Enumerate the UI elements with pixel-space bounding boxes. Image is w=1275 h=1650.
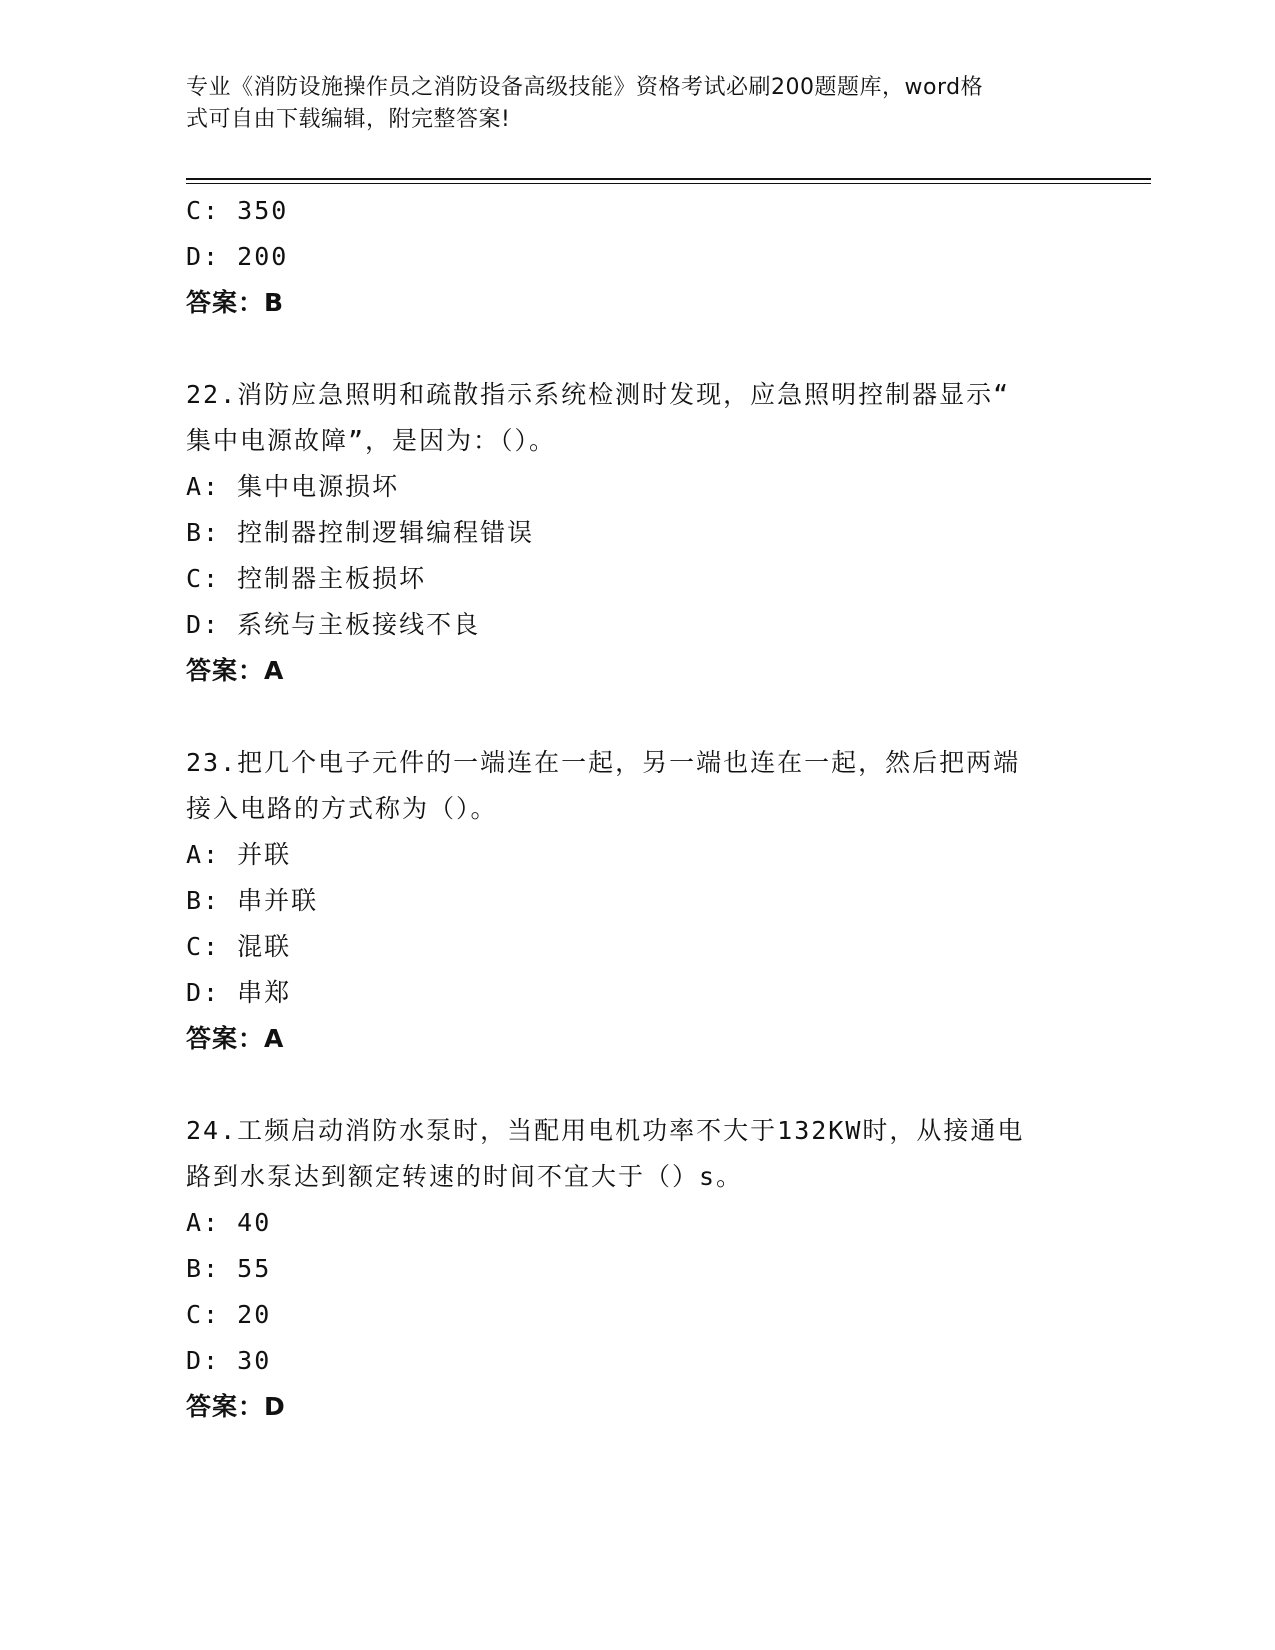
spacer [186, 1062, 1086, 1108]
question-stem-line-2: 路到水泵达到额定转速的时间不宜大于（）s。 [186, 1162, 744, 1191]
option-b: B: 控制器控制逻辑编程错误 [186, 518, 535, 547]
question-list [186, 188, 1086, 1430]
option-d: D: 30 [186, 1346, 272, 1375]
spacer [186, 694, 1086, 740]
answer: 答案：D [186, 1392, 286, 1421]
question-stem-line-1: 24.工频启动消防水泵时，当配用电机功率不大于132KW时，从接通电 [186, 1116, 1025, 1145]
option-a: A: 并联 [186, 840, 292, 869]
page-header [186, 72, 1066, 136]
header-rule [186, 178, 1151, 180]
previous-question-tail [186, 188, 1086, 326]
option-c: C: 控制器主板损坏 [186, 564, 427, 593]
option-d: D: 200 [186, 242, 289, 271]
answer: 答案：A [186, 1024, 285, 1053]
question-stem-line-2: 接入电路的方式称为（）。 [186, 794, 498, 823]
question-24 [186, 1108, 1086, 1430]
option-a: A: 集中电源损坏 [186, 472, 400, 501]
option-d: D: 串郑 [186, 978, 292, 1007]
option-c: C: 混联 [186, 932, 292, 961]
option-c: C: 20 [186, 1300, 272, 1329]
option-c: C: 350 [186, 196, 289, 225]
question-23 [186, 740, 1086, 1062]
option-d: D: 系统与主板接线不良 [186, 610, 481, 639]
answer: 答案：A [186, 656, 285, 685]
question-stem-line-2: 集中电源故障”，是因为：（）。 [186, 426, 557, 455]
header-line-2: 式可自由下载编辑，附完整答案! [186, 107, 511, 132]
header-rule-thin [186, 183, 1151, 184]
option-b: B: 55 [186, 1254, 272, 1283]
answer: 答案：B [186, 288, 285, 317]
question-22 [186, 372, 1086, 694]
question-stem-line-1: 22.消防应急照明和疏散指示系统检测时发现，应急照明控制器显示“ [186, 380, 1011, 409]
spacer [186, 326, 1086, 372]
option-b: B: 串并联 [186, 886, 319, 915]
question-stem-line-1: 23.把几个电子元件的一端连在一起，另一端也连在一起，然后把两端 [186, 748, 1021, 777]
option-a: A: 40 [186, 1208, 272, 1237]
header-line-1: 专业《消防设施操作员之消防设备高级技能》资格考试必刷200题题库，word格 [186, 75, 984, 100]
